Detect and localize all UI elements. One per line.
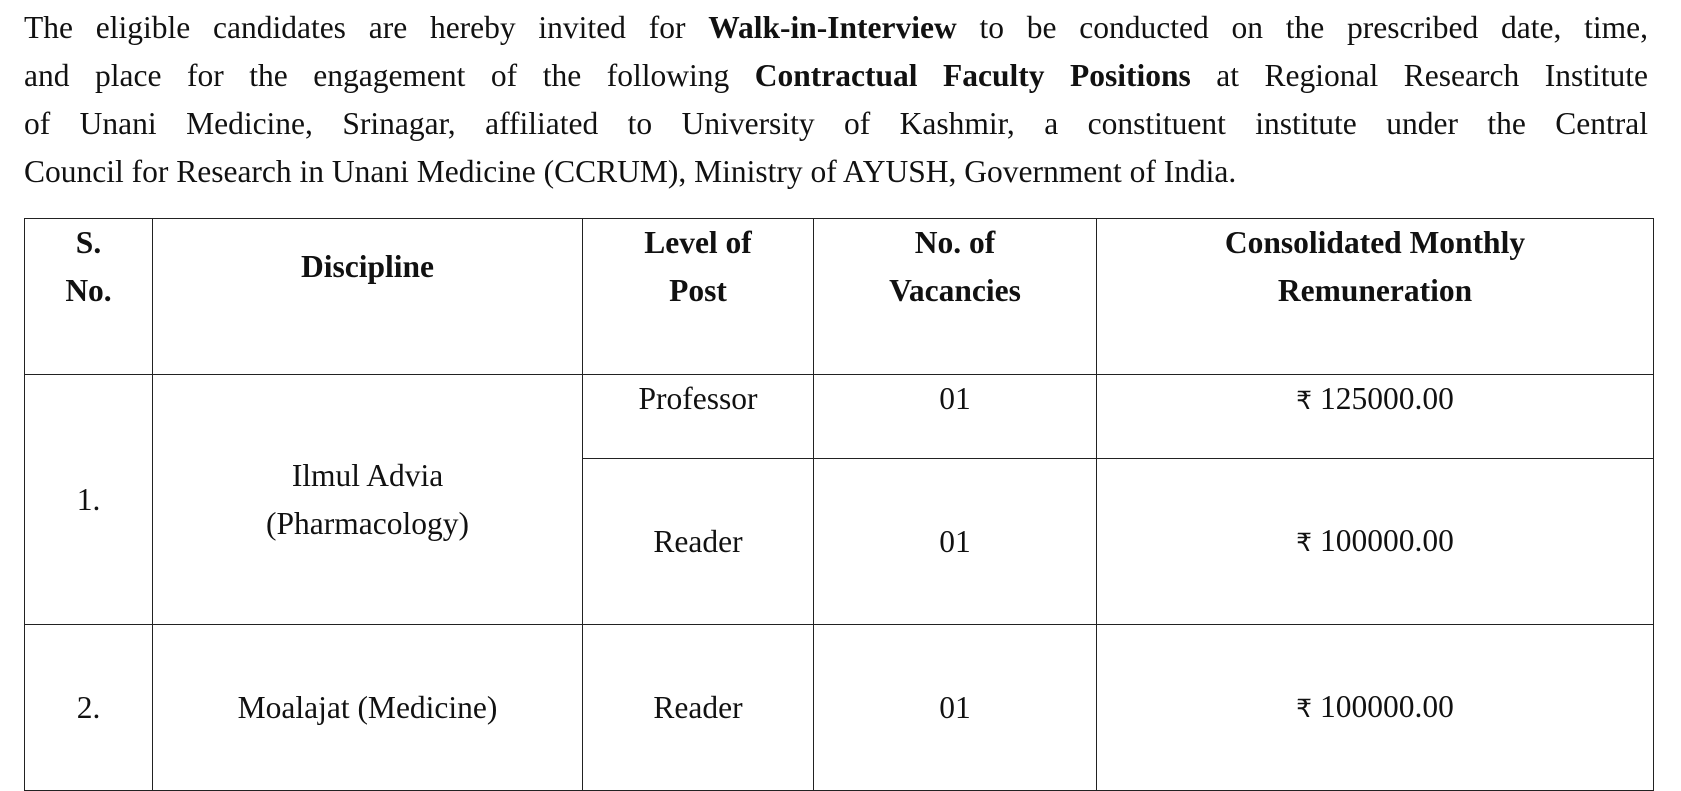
header-vacancies: No. of Vacancies	[814, 219, 1097, 375]
intro-line	[24, 4, 1648, 52]
bold-text: Contractual Faculty Positions	[754, 58, 1191, 93]
table-header-row	[25, 219, 1654, 375]
vacancy-table	[24, 218, 1654, 791]
cell-vacancies: 01	[814, 375, 1097, 459]
text: and place for the engagement of the following	[24, 58, 755, 93]
table-row	[25, 625, 1654, 791]
header-remuneration: Consolidated Monthly Remuneration	[1097, 219, 1654, 375]
intro-line: Council for Research in Unani Medicine (CCRUM), Ministry of AYUSH, Government of India.	[24, 154, 1237, 189]
intro-line: of Unani Medicine, Srinagar, affiliated to University of Kashmir, a constituent institute under the Central	[24, 106, 1648, 141]
table-row	[25, 375, 1654, 459]
header-sno: S. No.	[25, 219, 153, 375]
cell-discipline: Moalajat (Medicine)	[153, 625, 583, 791]
header-level: Level of Post	[583, 219, 814, 375]
cell-remuneration: ₹ 125000.00	[1097, 375, 1654, 459]
cell-vacancies: 01	[814, 625, 1097, 791]
intro-line	[24, 52, 1648, 100]
text: at Regional Research Institute	[1190, 58, 1648, 93]
rupee-icon: ₹	[1296, 527, 1313, 557]
cell-level: Reader	[583, 625, 814, 791]
text: to be conducted on the prescribed date, time,	[956, 10, 1649, 45]
rupee-icon: ₹	[1296, 693, 1313, 723]
cell-remuneration: ₹ 100000.00	[1097, 625, 1654, 791]
cell-sno: 2.	[25, 625, 153, 791]
rupee-icon: ₹	[1296, 386, 1313, 415]
cell-level: Reader	[583, 459, 814, 625]
intro-paragraph	[24, 4, 1648, 196]
cell-discipline: Ilmul Advia (Pharmacology)	[153, 375, 583, 625]
cell-vacancies: 01	[814, 459, 1097, 625]
cell-sno: 1.	[25, 375, 153, 625]
bold-text: Walk-in-Interview	[708, 10, 957, 45]
cell-remuneration: ₹ 100000.00	[1097, 459, 1654, 625]
header-discipline: Discipline	[153, 219, 583, 375]
text: The eligible candidates are hereby invited for	[24, 10, 709, 45]
cell-level: Professor	[583, 375, 814, 459]
